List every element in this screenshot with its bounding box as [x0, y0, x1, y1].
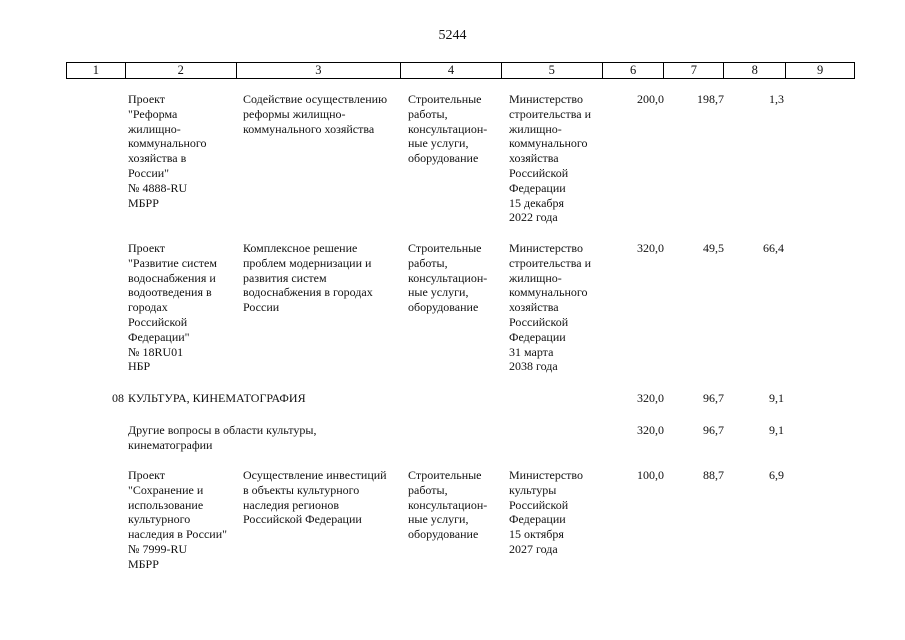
- row-col8-value: 1,3: [769, 92, 784, 106]
- row-col6-value: 320,0: [637, 423, 664, 437]
- column-header-2: 2: [126, 63, 237, 78]
- column-header-4: 4: [401, 63, 502, 78]
- page-number: 5244: [438, 28, 467, 43]
- row-col8-value: 9,1: [769, 423, 784, 437]
- row-col6-value: 100,0: [637, 468, 664, 482]
- column-header-7: 7: [664, 63, 724, 78]
- column-header-6: 6: [603, 63, 665, 78]
- row-purpose: Осуществление инвестиций в объекты культурного наследия регионов Российской Федерации: [243, 468, 387, 527]
- row-col7-value: 96,7: [703, 423, 724, 437]
- column-header-8: 8: [724, 63, 786, 78]
- row-name: Другие вопросы в области культуры, кинематографии: [128, 423, 317, 452]
- row-purpose: Содействие осуществлению реформы жилищно- коммунального хозяйства: [243, 92, 388, 136]
- row-col7-value: 96,7: [703, 391, 724, 405]
- column-header-9: 9: [816, 63, 824, 77]
- column-header-5: 5: [502, 63, 603, 78]
- row-work-type: Строительные работы, консультацион- ные услуги, оборудование: [408, 241, 488, 315]
- section-title: КУЛЬТУРА, КИНЕМАТОГРАФИЯ: [128, 391, 306, 405]
- section-code: 08: [112, 391, 124, 405]
- table-header: [66, 62, 855, 79]
- row-col6-value: 320,0: [637, 241, 664, 255]
- column-header-1: 1: [67, 63, 126, 78]
- row-executor: Министерство культуры Российской Федерации 15 октября 2027 года: [509, 468, 583, 556]
- row-name: Проект "Реформа жилищно- коммунального хозяйства в России" № 4888-RU МБРР: [128, 92, 207, 210]
- row-work-type: Строительные работы, консультацион- ные услуги, оборудование: [408, 92, 488, 166]
- row-executor: Министерство строительства и жилищно- коммунального хозяйства Российской Федерации 15 декабря 2022 года: [509, 92, 591, 225]
- row-col8-value: 6,9: [769, 468, 784, 482]
- row-col7-value: 88,7: [703, 468, 724, 482]
- row-executor: Министерство строительства и жилищно- коммунального хозяйства Российской Федерации 31 марта 2038 года: [509, 241, 591, 374]
- row-purpose: Комплексное решение проблем модернизации и развития систем водоснабжения в городах России: [243, 241, 373, 315]
- row-col7-value: 49,5: [703, 241, 724, 255]
- row-work-type: Строительные работы, консультацион- ные услуги, оборудование: [408, 468, 488, 542]
- row-col8-value: 66,4: [763, 241, 784, 255]
- row-col6-value: 320,0: [637, 391, 664, 405]
- row-name: Проект "Сохранение и использование культурного наследия в России" № 7999-RU МБРР: [128, 468, 228, 571]
- row-name: Проект "Развитие систем водоснабжения и водоотведения в городах Российской Федерации" № 18RU01 НБР: [128, 241, 217, 374]
- column-header-3: 3: [237, 63, 402, 78]
- row-col7-value: 198,7: [697, 92, 724, 106]
- row-col8-value: 9,1: [769, 391, 784, 405]
- row-col6-value: 200,0: [637, 92, 664, 106]
